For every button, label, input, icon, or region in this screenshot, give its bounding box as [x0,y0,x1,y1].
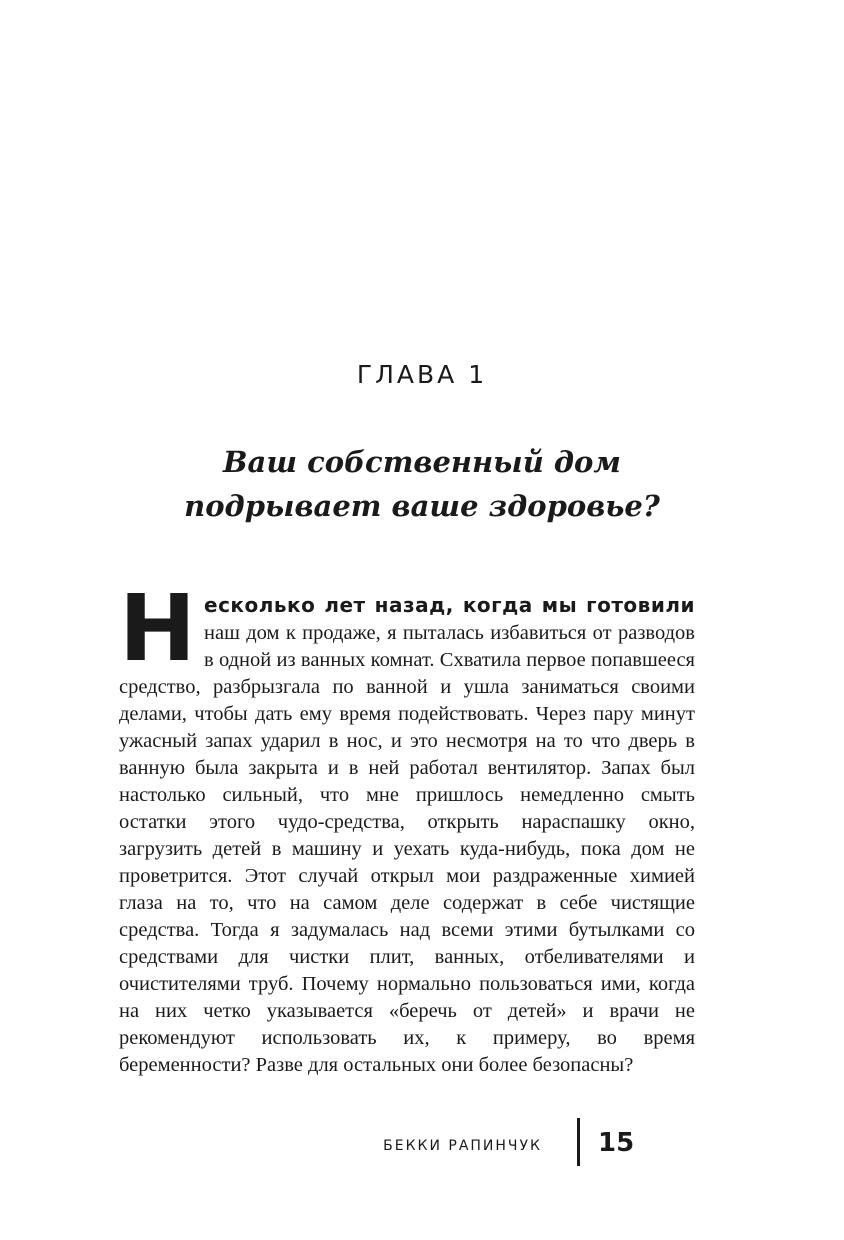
paragraph-text: наш дом к продаже, я пыталась избавиться от разводов в одной из ванных комнат. Схватила первое попавшееся средство, разбрызгала по ванной и ушла заниматься своими делами, чтобы дать ему время подействовать. Через пару минут ужасный запах ударил в нос, и это несмотря на то что дверь в ванную была закрыта и в ней работал вентилятор. Запах был настолько сильный, что мне пришлось немедленно смыть остатки этого чудо-средства, открыть нараспашку окно, загрузить детей в машину и уехать куда-нибудь, пока дом не проветрится. Этот случай открыл мои раздраженные химией глаза на то, что на самом деле содержат в себе чистящие средства. Тогда я задумалась над всеми этими бутылками со средствами для чистки плит, ванных, отбеливателями и очистителями труб. Почему нормально пользоваться ими, когда на них четко указывается «беречь от детей» и врачи не рекомендуют использовать их, к примеру, во время беременности? Разве для остальных они более безопасны? [119,622,695,1076]
chapter-title-line-1: Ваш собственный дом [223,445,621,479]
chapter-label: ГЛАВА 1 [356,360,488,389]
drop-cap: Н [119,575,196,682]
chapter-title [0,440,844,528]
body-paragraph [119,575,695,1079]
running-footer-author: БЕККИ РАПИНЧУК [383,1138,542,1154]
chapter-title-line-2: подрывает ваше здоровье? [184,489,660,523]
page-number: 15 [598,1128,635,1158]
footer-divider [577,1118,580,1166]
lead-in-text: есколько лет назад, когда мы готовили [204,593,695,617]
